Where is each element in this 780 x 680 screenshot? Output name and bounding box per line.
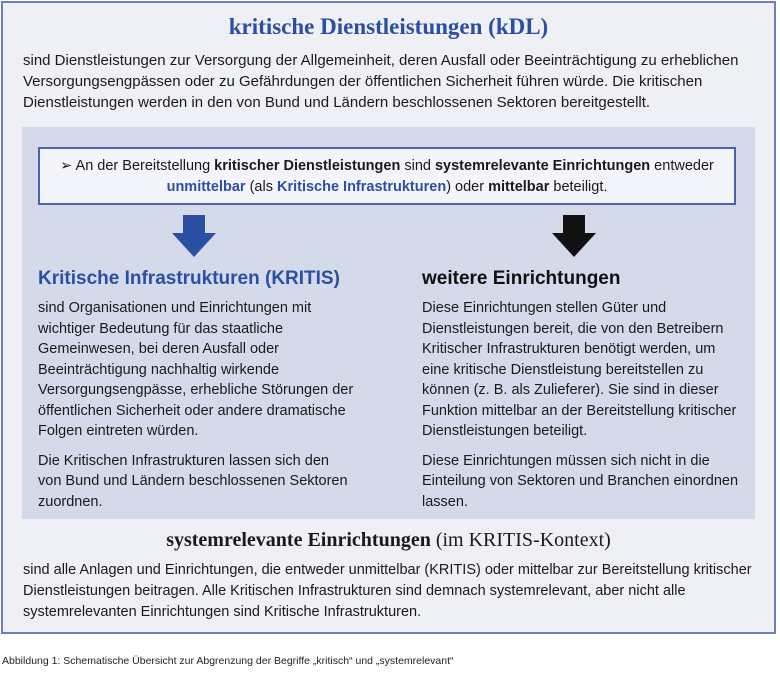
kdl-definition: sind Dienstleistungen zur Versorgung der Allgemeinheit, deren Ausfall oder Beeinträchtigung zu erheblichen Versorgungsengpässen oder zu Gefährdungen der öffentlichen Sicherheit führen würde. Die kritischen Dienstleistungen werden in den von Bund und Ländern beschlossenen Sektoren bereitgestellt. [23,52,739,111]
kritis-paragraph-1: sind Organisationen und Einrichtungen mit wichtiger Bedeutung für das staatliche Gemeinwesen, bei deren Ausfall oder Beeinträchtigung nachhaltig wirkende Versorgungsengpässe, erhebliche Störungen der öffentlichen Sicherheit oder andere dramatische Folgen eintreten würden. [38,300,354,439]
weitere-text [422,298,744,521]
callout-mittelbar: mittelbar [488,179,550,195]
kritis-text [38,298,356,521]
callout-unmittelbar: unmittelbar [166,179,246,195]
callout-text-7: (als [245,179,277,195]
weitere-paragraph-2: Diese Einrichtungen müssen sich nicht in die Einteilung von Sektoren und Branchen einordnen lassen. [422,452,739,510]
callout-text-9: ) oder [446,179,489,195]
systemrelevant-title-bold: systemrelevante Einrichtungen [166,529,431,551]
callout-text-5: entweder [650,158,714,174]
systemrelevant-title [3,529,774,552]
arrow-down-blue-icon [172,215,216,257]
callout-text-3: sind [400,158,435,174]
systemrelevant-title-rest: (im KRITIS-Kontext) [430,529,611,551]
weitere-title: weitere Einrichtungen [422,268,621,289]
callout-text-1: An der Bereitstellung [75,158,215,174]
kritis-paragraph-2: Die Kritischen Infrastrukturen lassen sich den von Bund und Ländern beschlossenen Sektoren zuordnen. [38,452,348,510]
kritis-title: Kritische Infrastrukturen (KRITIS) [38,268,340,289]
weitere-paragraph-1: Diese Einrichtungen stellen Güter und Dienstleistungen bereit, die von den Betreibern Kritischer Infrastrukturen benötigt werden, um eine kritische Dienstleistung bereitstellen zu können (z. B. als Zulieferer). Sie sind in dieser Funktion mittelbar an der Bereitstellung kritischer Dienstleistungen beteiligt. [422,300,737,439]
figure-caption: Abbildung 1: Schematische Übersicht zur Abgrenzung der Begriffe „kritisch“ und „systemrelevant“ [2,655,454,667]
callout-kritis-term: Kritische Infrastrukturen [276,179,447,195]
callout-text-11: beteiligt. [549,179,608,195]
callout-sys-term: systemrelevante Einrichtungen [434,158,651,174]
callout-kdl-term: kritischer Dienstleistungen [214,158,401,174]
systemrelevant-definition: sind alle Anlagen und Einrichtungen, die entweder unmittelbar (KRITIS) oder mittelbar zur Bereitstellung kritischer Dienstleistungen beitragen. Alle Kritischen Infrastrukturen sind demnach systemrelevant, aber nicht alle systemrelevanten Einrichtungen sind Kritische Infrastrukturen. [23,562,752,620]
diagram-frame [1,1,776,634]
inner-panel [22,127,755,519]
bullet-arrow-icon: ➢ [60,158,73,174]
arrow-down-black-icon [552,215,596,257]
kdl-title: kritische Dienstleistungen (kDL) [228,14,549,39]
callout-box [38,147,736,205]
